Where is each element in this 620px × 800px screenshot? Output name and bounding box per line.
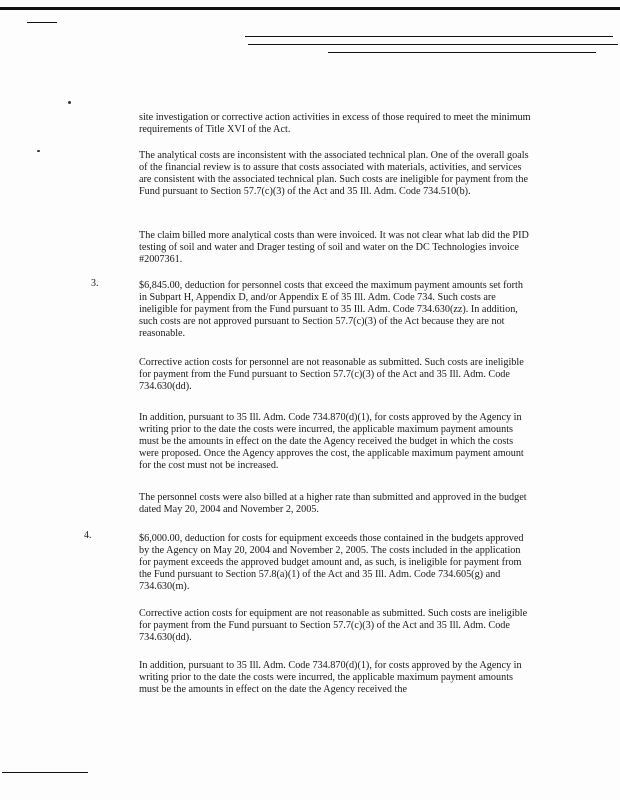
paragraph-7: The personnel costs were also billed at a higher rate than submitted and approved in the budget dated May 20, 2004 and November 2, 2005. bbox=[139, 492, 527, 515]
paragraph-4: $6,845.00, deduction for personnel costs that exceed the maximum payment amounts set forth in Subpart H, Appendix D, and/or Appendix E of 35 Ill. Adm. Code 734. Such costs are ineligible for payment from the Fund pursuant to 35 Ill. Adm. Code 734.630(zz). In addition, such costs are not approved pursuant to Section 57.7(c)(3) of the Act because they are not reasonable. bbox=[139, 280, 523, 339]
paragraph-1: site investigation or corrective action activities in excess of those required to meet the minimum requirements of Title XVI of the Act. bbox=[139, 112, 531, 135]
item-number-3: 3. bbox=[91, 278, 99, 289]
paragraph-6: In addition, pursuant to 35 Ill. Adm. Code 734.870(d)(1), for costs approved by the Agency in writing prior to the date the costs were incurred, the applicable maximum payment amounts must be the amounts in effect on the date the Agency received the budget in which the costs were proposed. Once the Agency approves the cost, the applicable maximum payment amount for the cost must not be increased. bbox=[139, 412, 524, 471]
paragraph-3: The claim billed more analytical costs than were invoiced. It was not clear what lab did the PID testing of soil and water and Drager testing of soil and water on the DC Technologies invoice #2007361. bbox=[139, 230, 529, 265]
paragraph-5: Corrective action costs for personnel are not reasonable as submitted. Such costs are ineligible for payment from the Fund pursuant to Section 57.7(c)(3) of the Act and 35 Ill. Adm. Code 734.630(dd). bbox=[139, 357, 524, 392]
paragraph-10: In addition, pursuant to 35 Ill. Adm. Code 734.870(d)(1), for costs approved by the Agency in writing prior to the date the costs were incurred, the applicable maximum payment amounts must be the amounts in effect on the date the Agency received the bbox=[139, 660, 522, 695]
item-number-4: 4. bbox=[84, 530, 92, 541]
paragraph-2: The analytical costs are inconsistent with the associated technical plan. One of the overall goals of the financial review is to assure that costs associated with materials, activities, and services are consistent with the associated technical plan. Such costs are ineligible for payment from the Fund pursuant to Section 57.7(c)(3) of the Act and 35 Ill. Adm. Code 734.510(b). bbox=[139, 150, 529, 197]
paragraph-9: Corrective action costs for equipment are not reasonable as submitted. Such costs are ineligible for payment from the Fund pursuant to Section 57.7(c)(3) of the Act and 35 Ill. Adm. Code 734.630(dd). bbox=[139, 608, 528, 643]
paragraph-8: $6,000.00, deduction for costs for equipment exceeds those contained in the budgets approved by the Agency on May 20, 2004 and November 2, 2005. The costs included in the application for payment exceeds the approved budget amount and, as such, is ineligible for payment from the Fund pursuant to Section 57.8(a)(1) of the Act and 35 Ill. Adm. Code 734.605(g) and 734.630(m). bbox=[139, 533, 524, 592]
